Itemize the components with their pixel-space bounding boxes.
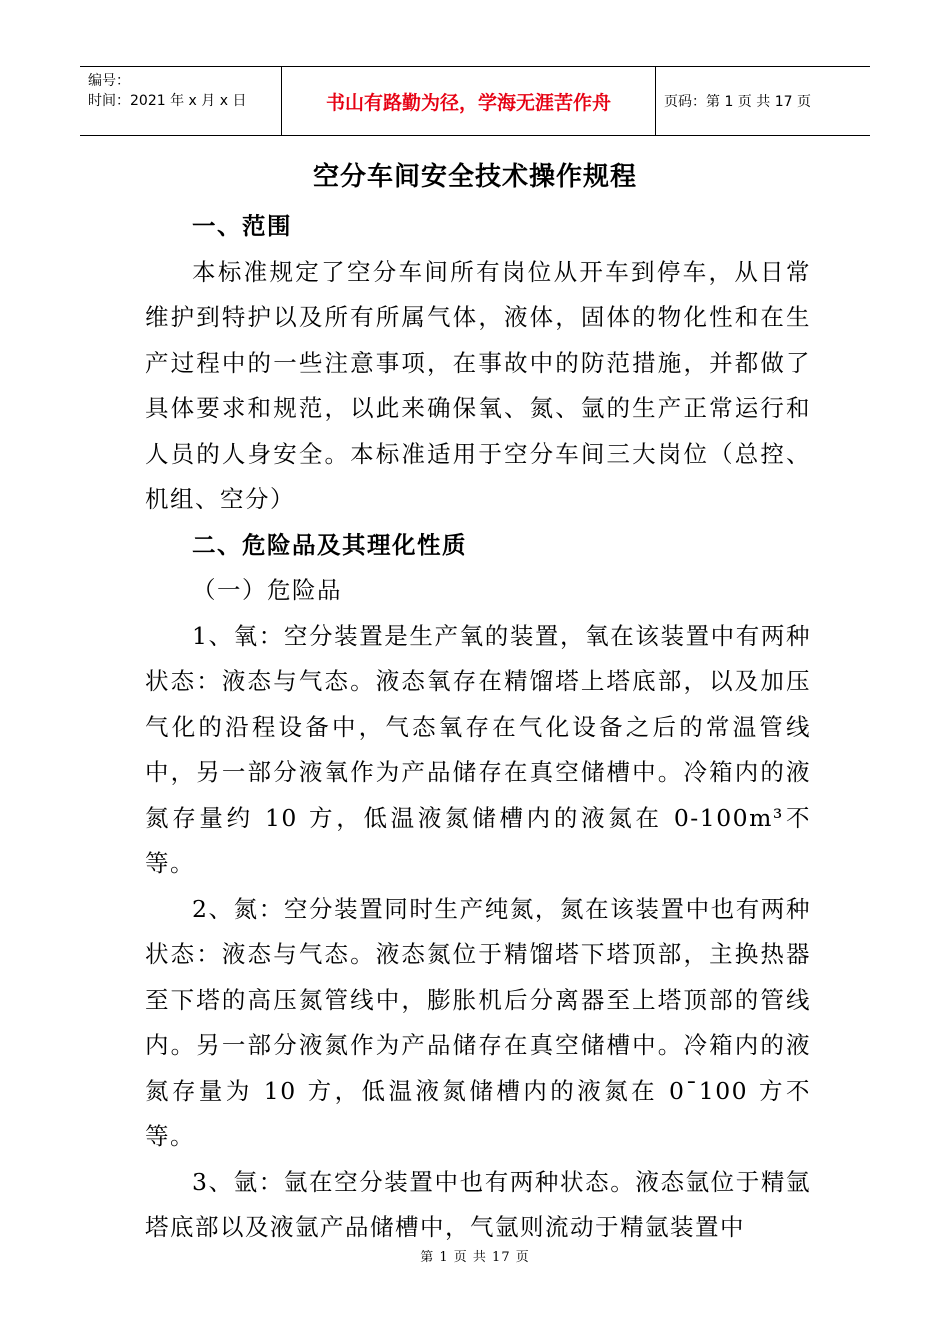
section-heading-scope: 一、范围 (192, 212, 292, 240)
paragraph-argon: 3、氩：氩在空分装置中也有两种状态。液态氩位于精氩塔底部以及液氩产品储槽中，气氩则流动于精氩装置中 (145, 1167, 811, 1241)
header-info-cell (80, 67, 282, 135)
header-motto: 书山有路勤为径，学海无涯苦作舟 (282, 67, 656, 135)
section-heading-hazards: 二、危险品及其理化性质 (192, 530, 467, 559)
header-page-label: 页码：第 1 页 共 17 页 (664, 94, 811, 110)
paragraph-nitrogen: 2、氮：空分装置同时生产纯氮，氮在该装置中也有两种状态：液态与气态。液态氮位于精馏塔下塔顶部，主换热器至下塔的高压氮管线中，膨胀机后分离器至上塔顶部的管线内。另一部分液氮作为产品储存在真空储槽中。冷箱内的液氮存量为 10 方，低温液氮储槽内的液氮在 0¯100 方不等。 (145, 894, 811, 1150)
paragraph-oxygen: 1、氧：空分装置是生产氧的装置，氧在该装置中有两种状态：液态与气态。液态氧存在精馏塔上塔底部，以及加压气化的沿程设备中，气态氧存在气化设备之后的常温管线中，另一部分液氧作为产品储存在真空储槽中。冷箱内的液氮存量约 10 方，低温液氮储槽内的液氮在 0-100m³不等。 (145, 621, 811, 877)
subsection-heading-hazardous-materials: （一）危险品 (192, 576, 342, 604)
number-label: 编号： (88, 73, 130, 89)
document-body (145, 204, 811, 1251)
document-title: 空分车间安全技术操作规程 (312, 162, 637, 192)
scope-paragraph: 本标准规定了空分车间所有岗位从开车到停车，从日常维护到特护以及所有所属气体，液体，固体的物化性和在生产过程中的一些注意事项，在事故中的防范措施，并都做了具体要求和规范，以此来确保氧、氮、氩的生产正常运行和人员的人身安全。本标准适用于空分车间三大岗位（总控、机组、空分） (145, 257, 811, 513)
page-footer: 第 1 页 共 17 页 (420, 1250, 530, 1265)
time-label: 时间：2021 年 x 月 x 日 (88, 93, 247, 109)
header-table (80, 66, 870, 136)
